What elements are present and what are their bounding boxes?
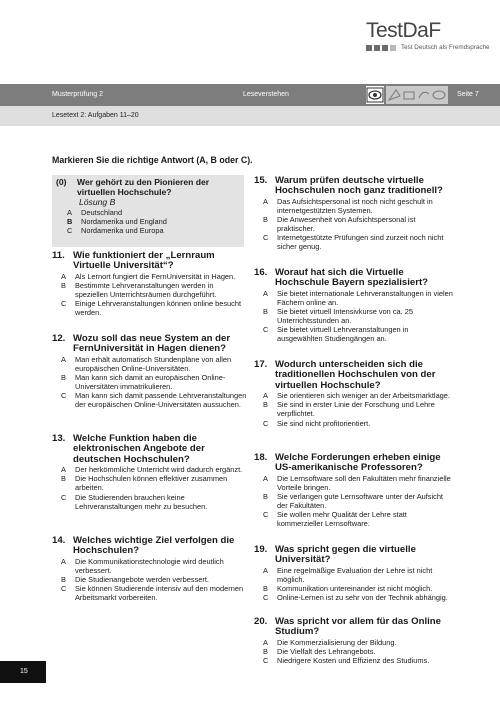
option-text: Niedrigere Kosten und Effizienz des Studiums. xyxy=(277,656,430,665)
option-letter: A xyxy=(263,565,268,575)
answer-option-a[interactable] xyxy=(254,391,454,400)
option-text: Deutschland xyxy=(81,208,123,217)
answer-option-a[interactable] xyxy=(254,197,454,215)
reading-section-icon xyxy=(366,86,384,104)
question-heading xyxy=(254,176,454,197)
page-number: 15 xyxy=(20,668,28,675)
option-text: Man erhält automatisch Stundenpläne von allen europäischen Online-Universitäten. xyxy=(75,354,232,373)
option-letter: A xyxy=(263,473,268,483)
answer-option-c[interactable] xyxy=(254,510,454,528)
option-text: Das Aufsichtspersonal ist noch nicht geschult in internetgestützten Systemen. xyxy=(277,196,433,215)
example-question xyxy=(52,175,244,247)
answer-option-c[interactable] xyxy=(254,656,454,665)
option-text: Sie können Studierende intensiv auf den modernen Arbeitsmarkt vorbereiten. xyxy=(75,584,244,603)
subheader-label: Lesetext 2: Aufgaben 11–20 xyxy=(52,112,139,119)
question-heading xyxy=(254,360,454,391)
question-heading xyxy=(254,617,454,638)
answer-option-b[interactable] xyxy=(254,584,454,593)
option-text: Kommunikation untereinander ist nicht möglich. xyxy=(277,584,433,593)
question-heading xyxy=(56,177,242,197)
answer-option-a[interactable] xyxy=(254,474,454,492)
option-letter: C xyxy=(263,593,269,603)
option-text: Online-Lernen ist zu sehr von der Technik abhängig. xyxy=(277,593,448,603)
question-12 xyxy=(52,334,248,409)
instruction: Markieren Sie die richtige Antwort (A, B oder C). xyxy=(52,155,253,165)
question-number: 19. xyxy=(254,544,268,555)
answer-option-c[interactable] xyxy=(254,419,454,428)
option-letter: B xyxy=(263,646,268,656)
answer-option-b[interactable] xyxy=(254,400,454,418)
question-heading xyxy=(52,434,248,465)
question-number: 11. xyxy=(52,250,65,261)
question-17 xyxy=(254,360,454,428)
logo-square-icon xyxy=(366,45,372,51)
option-letter: B xyxy=(61,474,66,484)
option-letter: A xyxy=(67,208,72,217)
question-text: Warum prüfen deutsche virtuelle Hochschulen noch ganz traditionell? xyxy=(275,175,443,197)
testdaf-logo xyxy=(366,19,490,51)
option-text: Sie bietet virtuell Intensivkurse von ca. 25 Unterrichtsstunden an. xyxy=(277,307,413,326)
option-text: Sie verlangen gute Lernsoftware unter der Aufsicht der Fakultäten. xyxy=(277,492,443,511)
option-letter: B xyxy=(263,400,268,410)
section-label: Leseverstehen xyxy=(243,91,289,98)
option-letter: C xyxy=(263,325,269,335)
option-letter: B xyxy=(263,307,268,316)
logo-squares xyxy=(366,44,490,51)
answer-option-b[interactable] xyxy=(52,373,248,391)
option-text: Nordamerika und England xyxy=(81,217,167,227)
answer-option-a[interactable] xyxy=(52,272,248,281)
answer-option-a[interactable] xyxy=(254,638,454,647)
answer-option-b[interactable] xyxy=(52,281,248,299)
option-text: Die Lernsoftware soll den Fakultäten mehr finanzielle Vorteile bringen. xyxy=(277,473,451,492)
question-number: 16. xyxy=(254,267,268,278)
option-text: Die Studierenden brauchen keine Lehrveranstaltungen mehr zu besuchen. xyxy=(75,492,208,511)
answer-option-c[interactable] xyxy=(52,584,248,602)
option-letter: B xyxy=(263,584,268,593)
question-text: Was spricht gegen die virtuelle Universität? xyxy=(275,544,416,566)
logo-square-icon xyxy=(382,45,388,51)
question-number: 14. xyxy=(52,535,66,546)
question-text: Wozu soll das neue System an der FernUniversität in Hagen dienen? xyxy=(73,333,231,355)
option-text: Der herkömmliche Unterricht wird dadurch ergänzt. xyxy=(75,465,243,475)
section-icons-strip xyxy=(386,86,448,104)
option-letter: A xyxy=(263,637,268,647)
option-letter: A xyxy=(263,391,268,401)
answer-option-c[interactable] xyxy=(254,233,454,251)
option-text: Sie orientieren sich weniger an der Arbeitsmarktlage. xyxy=(277,391,450,401)
answer-option-a[interactable] xyxy=(52,465,248,474)
page-number-badge xyxy=(0,661,46,683)
option-letter: C xyxy=(263,656,269,665)
question-text: Welche Funktion haben die elektronischen Angebote der deutschen Hochschulen? xyxy=(73,433,205,465)
option-text: Die Hochschulen können effektiver zusammen arbeiten. xyxy=(75,474,228,493)
option-letter: A xyxy=(61,465,66,475)
logo-title: TestDaF xyxy=(366,19,441,42)
option-text: Die Vielfalt des Lehrangebots. xyxy=(277,646,376,656)
header-bar xyxy=(0,84,500,106)
option-text: Sie sind nicht profitorientiert. xyxy=(277,418,371,428)
answer-option-c[interactable] xyxy=(52,493,248,511)
option-text: Bestimmte Lehrveranstaltungen werden in speziellen Unterrichtsräumen durchgeführt. xyxy=(75,280,217,299)
option-text: Die Kommunikationstechnologie wird deutlich verbessert. xyxy=(75,556,224,575)
question-heading xyxy=(254,545,454,566)
question-14 xyxy=(52,536,248,602)
option-letter: A xyxy=(263,196,268,206)
question-heading xyxy=(52,251,248,272)
option-letter: C xyxy=(61,391,67,401)
answer-option-b[interactable] xyxy=(254,215,454,233)
question-number: 17. xyxy=(254,359,268,370)
option-text: Internetgestützte Prüfungen sind zurzeit noch nicht sicher genug. xyxy=(277,233,444,252)
answer-option-c[interactable] xyxy=(52,299,248,317)
answer-option-b[interactable] xyxy=(254,307,454,325)
answer-option xyxy=(56,226,242,235)
option-text: Man kann sich damit passende Lehrveranstaltungen der europäischen Online-Universitäten aussuchen. xyxy=(75,391,247,410)
answer-option-b[interactable] xyxy=(254,647,454,656)
answer-option-c[interactable] xyxy=(254,325,454,343)
option-letter: C xyxy=(263,233,269,243)
option-text: Sie wollen mehr Qualität der Lehre statt kommerzieller Lernsoftware. xyxy=(277,510,407,529)
option-letter: B xyxy=(61,575,66,584)
question-11 xyxy=(52,251,248,317)
question-16 xyxy=(254,268,454,343)
option-letter: C xyxy=(61,492,67,502)
question-text: Wie funktioniert der „Lernraum Virtuelle Universität“? xyxy=(73,250,215,272)
question-19 xyxy=(254,545,454,602)
answer-option xyxy=(56,208,242,217)
question-text: Welche Forderungen erheben einige US-amerikanische Professoren? xyxy=(275,452,441,474)
option-letter: C xyxy=(61,299,67,309)
question-number: 12. xyxy=(52,333,66,344)
answer-option-c[interactable] xyxy=(52,391,248,409)
page-label: Seite 7 xyxy=(457,91,479,98)
option-letter: A xyxy=(61,556,66,566)
option-text: Man kann sich damit an europäischen Online-Universitäten immatrikulieren. xyxy=(75,373,226,392)
option-text: Die Studienangebote werden verbessert. xyxy=(75,575,209,584)
subheader-bar xyxy=(0,106,500,126)
option-letter: B xyxy=(61,280,66,290)
answer-option-b[interactable] xyxy=(254,492,454,510)
question-text: Welches wichtige Ziel verfolgen die Hochschulen? xyxy=(73,535,235,557)
answer-option-a[interactable] xyxy=(52,355,248,373)
logo-subtitle: Test Deutsch als Fremdsprache xyxy=(401,44,490,51)
question-heading xyxy=(254,268,454,289)
option-letter: C xyxy=(263,510,269,520)
question-text: Was spricht vor allem für das Online Studium? xyxy=(275,616,441,638)
option-text: Nordamerika und Europa xyxy=(81,226,164,236)
question-text: Wodurch unterscheiden sich die traditionellen Hochschulen von der virtuellen Hochschule? xyxy=(275,359,436,391)
exam-label: Musterprüfung 2 xyxy=(52,91,103,98)
question-15 xyxy=(254,176,454,251)
option-letter: B xyxy=(263,215,268,224)
option-text: Eine regelmäßige Evaluation der Lehre ist nicht möglich. xyxy=(277,565,433,584)
question-heading xyxy=(52,536,248,557)
question-20 xyxy=(254,617,454,665)
answer-option-a[interactable] xyxy=(52,557,248,575)
question-number: 20. xyxy=(254,616,268,627)
answer-option-b[interactable] xyxy=(52,474,248,492)
answer-option-c[interactable] xyxy=(254,593,454,602)
answer-option-a[interactable] xyxy=(254,289,454,307)
answer-option-correct xyxy=(56,217,242,226)
option-text: Die Kommerzialisierung der Bildung. xyxy=(277,637,397,647)
option-letter: B xyxy=(67,217,73,227)
option-text: Sie bietet internationale Lehrveranstaltungen in vielen Fächern online an. xyxy=(277,288,453,307)
option-letter: A xyxy=(61,271,66,281)
option-text: Sie sind in erster Linie der Forschung und Lehre verpflichtet. xyxy=(277,400,435,419)
question-text: Worauf hat sich die Virtuelle Hochschule Bayern spezialisiert? xyxy=(275,267,429,289)
option-letter: C xyxy=(61,584,67,594)
question-number: 13. xyxy=(52,433,66,444)
option-letter: B xyxy=(61,373,66,382)
option-text: Als Lernort fungiert die FernUniversität in Hagen. xyxy=(75,271,236,281)
option-text: Einige Lehrveranstaltungen können online besucht werden. xyxy=(75,299,242,318)
logo-square-icon xyxy=(390,45,396,51)
option-letter: C xyxy=(67,226,73,236)
answer-option-b[interactable] xyxy=(52,575,248,584)
option-letter: A xyxy=(61,354,66,364)
question-text: Wer gehört zu den Pionieren der virtuellen Hochschule? xyxy=(77,177,210,197)
question-heading xyxy=(254,453,454,474)
answer-option-a[interactable] xyxy=(254,566,454,584)
question-heading xyxy=(52,334,248,355)
question-18 xyxy=(254,453,454,528)
question-number: 18. xyxy=(254,452,268,463)
option-text: Sie bietet virtuell Lehrveranstaltungen in ausgewählten Studiengängen an. xyxy=(277,325,409,344)
example-solution: Lösung B xyxy=(79,197,116,207)
option-letter: A xyxy=(263,288,268,298)
option-letter: C xyxy=(263,418,269,428)
question-13 xyxy=(52,434,248,511)
option-text: Die Anwesenheit von Aufsichtspersonal ist praktischer. xyxy=(277,215,416,234)
logo-square-icon xyxy=(374,45,380,51)
option-letter: B xyxy=(263,492,268,501)
question-number: (0) xyxy=(56,177,67,187)
question-number: 15. xyxy=(254,175,268,186)
